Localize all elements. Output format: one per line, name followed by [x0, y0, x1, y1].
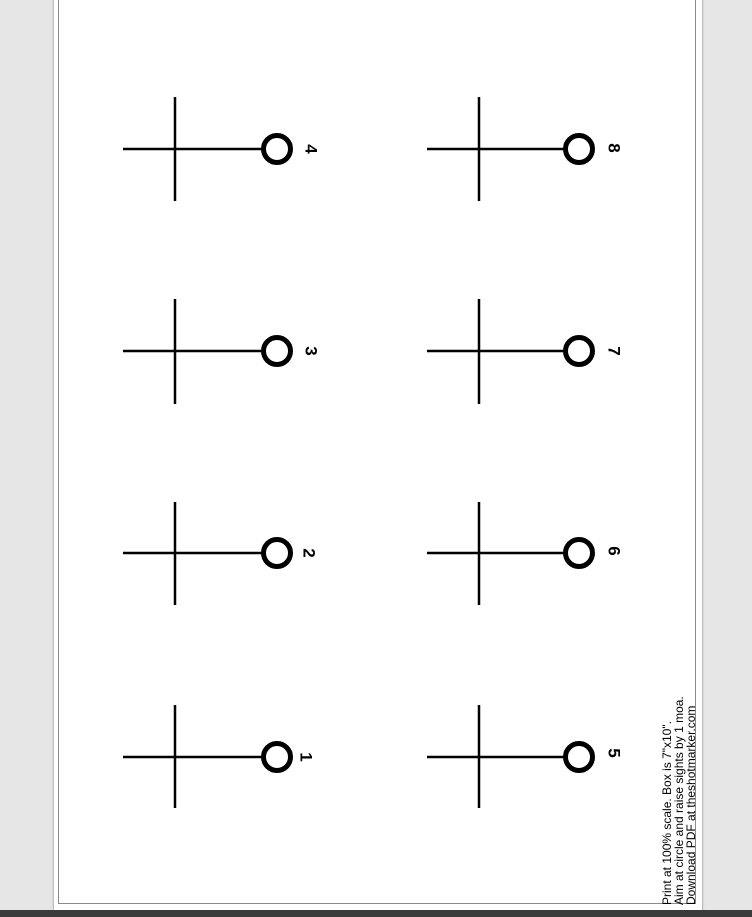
- target-3: [123, 299, 321, 404]
- target-2: [123, 502, 319, 605]
- instruction-line-scale: Print at 100% scale. Box is 7"x10".: [660, 721, 674, 905]
- target-5: [427, 705, 624, 808]
- print-instructions: [661, 696, 697, 905]
- target-number-label: 3: [301, 346, 321, 356]
- aim-circle: [264, 540, 291, 567]
- instruction-line-download: Download PDF at theshotmarker.com: [684, 705, 698, 905]
- target-sheet: [54, 0, 702, 910]
- target-6: [427, 502, 624, 605]
- aim-circle: [566, 136, 593, 163]
- aim-circle: [264, 744, 291, 771]
- target-number-label: 6: [604, 546, 624, 556]
- instruction-line-aim: Aim at circle and raise sights by 1 moa.: [672, 696, 686, 905]
- target-number-label: 5: [604, 748, 624, 758]
- target-7: [427, 299, 624, 404]
- aim-circle: [566, 338, 593, 365]
- target-number-label: 7: [604, 346, 624, 356]
- target-8: [427, 97, 624, 201]
- aim-circle: [264, 338, 291, 365]
- aim-circle: [566, 540, 593, 567]
- aim-circle: [264, 136, 291, 163]
- target-number-label: 2: [299, 548, 319, 558]
- target-number-label: 8: [604, 143, 624, 153]
- target-4: [123, 97, 321, 201]
- document-page: [53, 0, 703, 910]
- aim-circle: [566, 744, 593, 771]
- target-1: [123, 705, 316, 808]
- target-number-label: 1: [296, 752, 316, 762]
- target-number-label: 4: [301, 144, 321, 154]
- viewer-bottom-bar: [0, 910, 752, 917]
